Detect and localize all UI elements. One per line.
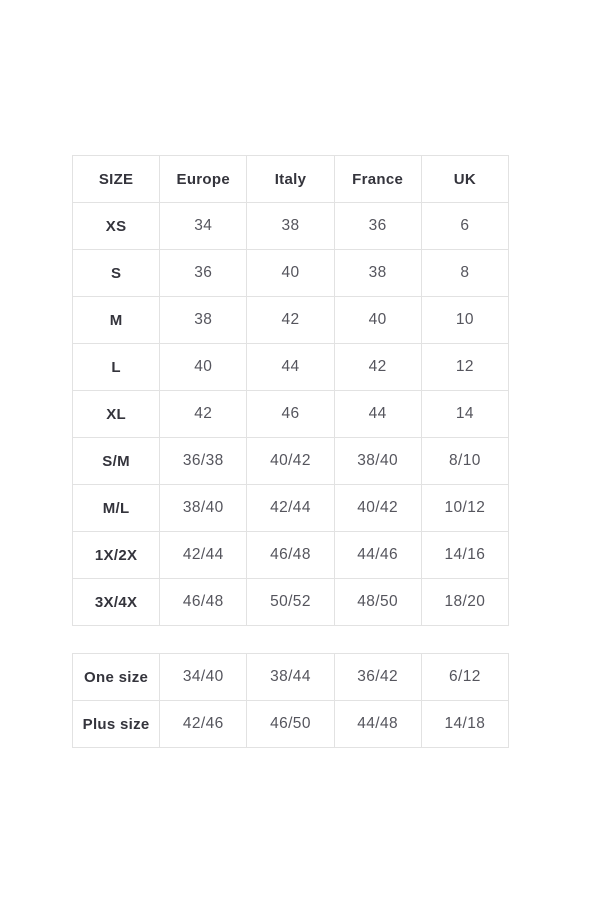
uk-value-cell: 10 bbox=[421, 297, 508, 344]
one-size-plus-size-table-body bbox=[73, 654, 509, 748]
uk-value-cell: 18/20 bbox=[421, 579, 508, 626]
europe-value-cell: 36 bbox=[160, 250, 247, 297]
uk-value-cell: 10/12 bbox=[421, 485, 508, 532]
italy-value-cell: 40/42 bbox=[247, 438, 334, 485]
size-label-cell: M/L bbox=[73, 485, 160, 532]
column-header-uk: UK bbox=[421, 156, 508, 203]
header-row bbox=[73, 156, 509, 203]
size-conversion-table-body bbox=[73, 203, 509, 626]
france-value-cell: 38 bbox=[334, 250, 421, 297]
uk-value-cell: 14 bbox=[421, 391, 508, 438]
size-conversion-table-header bbox=[73, 156, 509, 203]
france-value-cell: 44 bbox=[334, 391, 421, 438]
size-label-cell: Plus size bbox=[73, 701, 160, 748]
europe-value-cell: 46/48 bbox=[160, 579, 247, 626]
france-value-cell: 44/48 bbox=[334, 701, 421, 748]
europe-value-cell: 42 bbox=[160, 391, 247, 438]
france-value-cell: 38/40 bbox=[334, 438, 421, 485]
size-label-cell: M bbox=[73, 297, 160, 344]
table-row-m-l bbox=[73, 485, 509, 532]
france-value-cell: 36 bbox=[334, 203, 421, 250]
europe-value-cell: 34/40 bbox=[160, 654, 247, 701]
size-label-cell: 1X/2X bbox=[73, 532, 160, 579]
column-header-italy: Italy bbox=[247, 156, 334, 203]
table-row-l bbox=[73, 344, 509, 391]
italy-value-cell: 38/44 bbox=[247, 654, 334, 701]
table-row-one-size bbox=[73, 654, 509, 701]
italy-value-cell: 42 bbox=[247, 297, 334, 344]
uk-value-cell: 8 bbox=[421, 250, 508, 297]
france-value-cell: 48/50 bbox=[334, 579, 421, 626]
italy-value-cell: 38 bbox=[247, 203, 334, 250]
uk-value-cell: 8/10 bbox=[421, 438, 508, 485]
france-value-cell: 36/42 bbox=[334, 654, 421, 701]
europe-value-cell: 38/40 bbox=[160, 485, 247, 532]
france-value-cell: 44/46 bbox=[334, 532, 421, 579]
italy-value-cell: 42/44 bbox=[247, 485, 334, 532]
france-value-cell: 42 bbox=[334, 344, 421, 391]
europe-value-cell: 34 bbox=[160, 203, 247, 250]
europe-value-cell: 40 bbox=[160, 344, 247, 391]
europe-value-cell: 42/44 bbox=[160, 532, 247, 579]
uk-value-cell: 14/16 bbox=[421, 532, 508, 579]
table-row-3x-4x bbox=[73, 579, 509, 626]
italy-value-cell: 46/48 bbox=[247, 532, 334, 579]
table-row-1x-2x bbox=[73, 532, 509, 579]
table-row-plus-size bbox=[73, 701, 509, 748]
table-row-xs bbox=[73, 203, 509, 250]
table-row-xl bbox=[73, 391, 509, 438]
size-label-cell: 3X/4X bbox=[73, 579, 160, 626]
column-header-size: SIZE bbox=[73, 156, 160, 203]
europe-value-cell: 38 bbox=[160, 297, 247, 344]
size-label-cell: XL bbox=[73, 391, 160, 438]
france-value-cell: 40/42 bbox=[334, 485, 421, 532]
table-row-s-m bbox=[73, 438, 509, 485]
one-size-plus-size-table bbox=[72, 653, 509, 748]
uk-value-cell: 14/18 bbox=[421, 701, 508, 748]
size-label-cell: One size bbox=[73, 654, 160, 701]
size-label-cell: S bbox=[73, 250, 160, 297]
column-header-france: France bbox=[334, 156, 421, 203]
table-row-m bbox=[73, 297, 509, 344]
europe-value-cell: 36/38 bbox=[160, 438, 247, 485]
column-header-europe: Europe bbox=[160, 156, 247, 203]
uk-value-cell: 6 bbox=[421, 203, 508, 250]
italy-value-cell: 40 bbox=[247, 250, 334, 297]
italy-value-cell: 46 bbox=[247, 391, 334, 438]
size-label-cell: L bbox=[73, 344, 160, 391]
size-label-cell: S/M bbox=[73, 438, 160, 485]
size-conversion-table bbox=[72, 155, 509, 626]
france-value-cell: 40 bbox=[334, 297, 421, 344]
uk-value-cell: 12 bbox=[421, 344, 508, 391]
italy-value-cell: 50/52 bbox=[247, 579, 334, 626]
italy-value-cell: 46/50 bbox=[247, 701, 334, 748]
uk-value-cell: 6/12 bbox=[421, 654, 508, 701]
size-label-cell: XS bbox=[73, 203, 160, 250]
italy-value-cell: 44 bbox=[247, 344, 334, 391]
table-row-s bbox=[73, 250, 509, 297]
europe-value-cell: 42/46 bbox=[160, 701, 247, 748]
